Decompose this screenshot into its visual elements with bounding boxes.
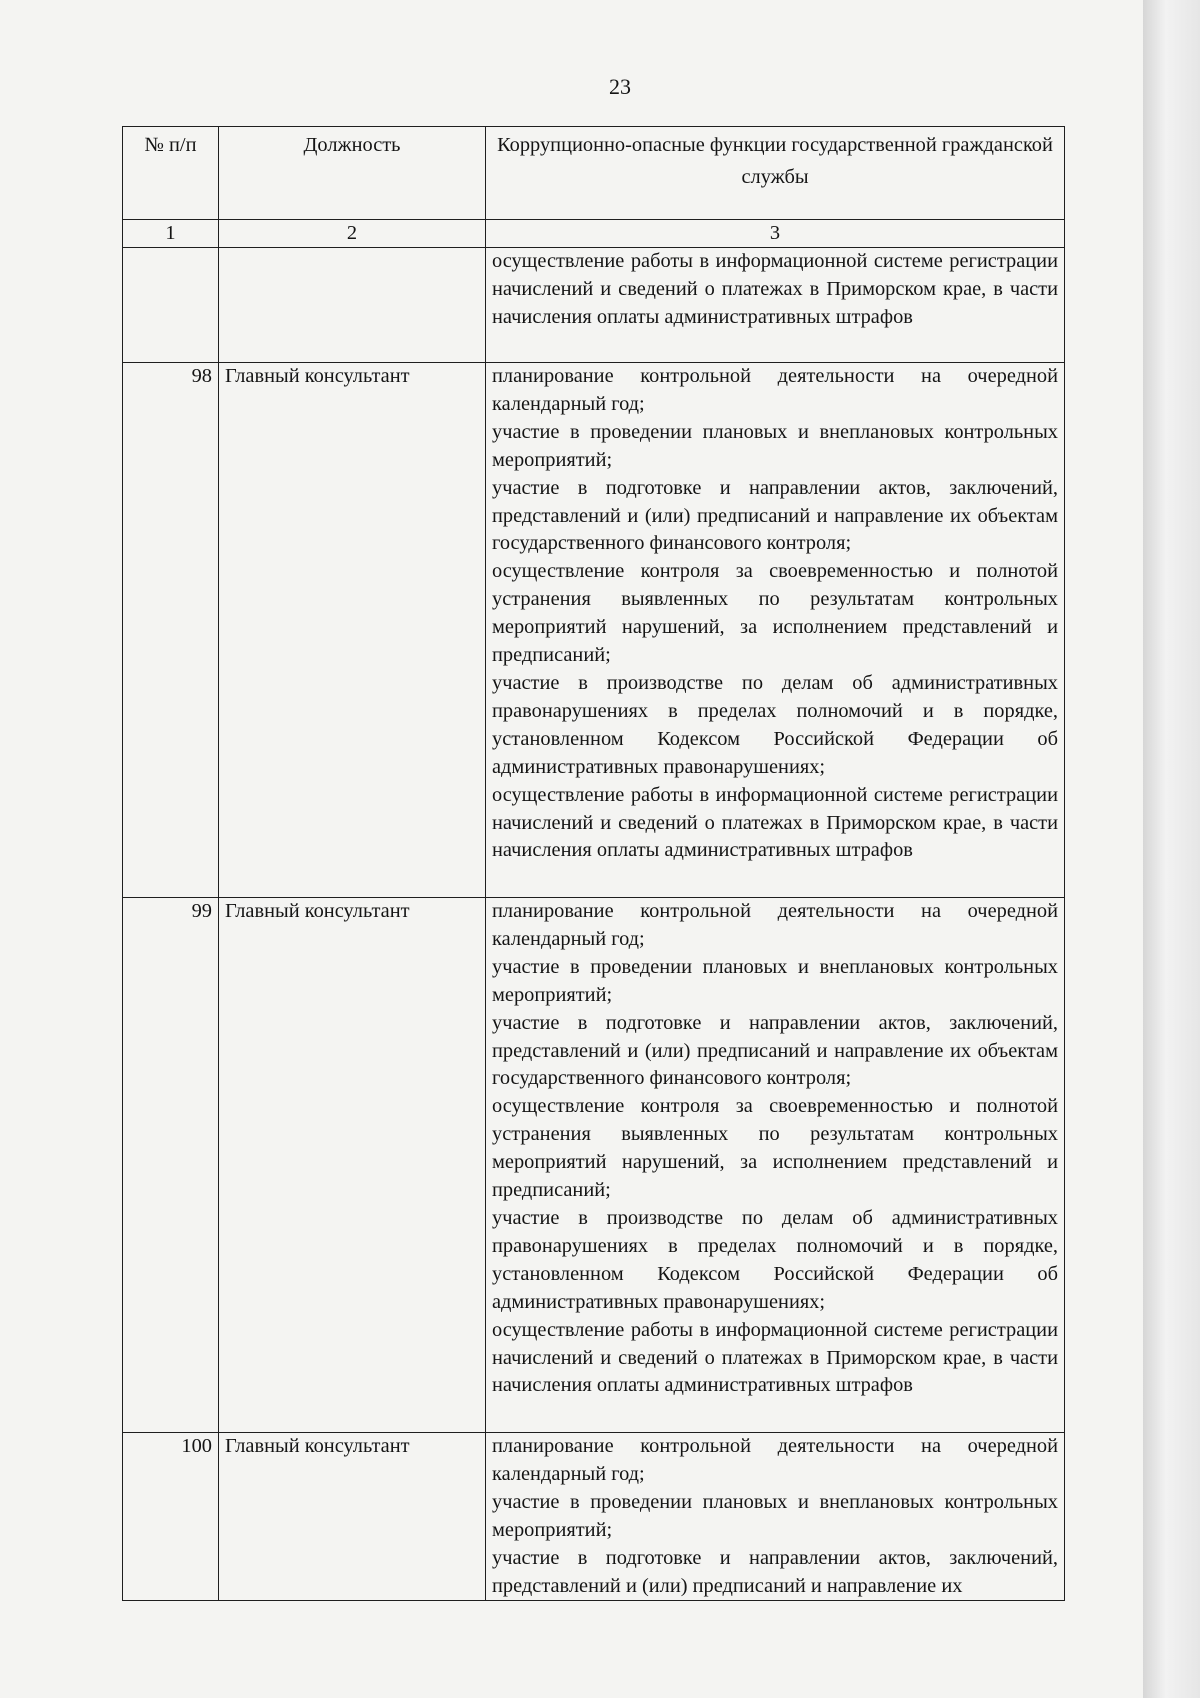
function-item: планирование контрольной деятельности на очередной календарный год; xyxy=(492,365,1058,415)
function-item: участие в проведении плановых и внеплановых контрольных мероприятий; xyxy=(492,1490,1058,1541)
row-functions xyxy=(486,898,1065,1433)
row-position: Главный консультант xyxy=(219,898,486,1433)
column-numbers-row xyxy=(123,220,1065,248)
column-number-3: 3 xyxy=(486,220,1065,248)
column-number-2: 2 xyxy=(219,220,486,248)
column-number-1: 1 xyxy=(123,220,219,248)
function-item: участие в производстве по делам об административных правонарушениях в пределах полномочий и в порядке, установленном Кодексом Российской Федерации об административных правонарушениях; xyxy=(492,671,1058,778)
row-functions xyxy=(486,248,1065,363)
table-row xyxy=(123,248,1065,363)
header-functions: Коррупционно-опасные функции государственной гражданской службы xyxy=(486,127,1065,220)
table-row xyxy=(123,1433,1065,1601)
row-number xyxy=(123,248,219,363)
corruption-functions-table xyxy=(122,126,1065,1601)
table-row xyxy=(123,898,1065,1433)
function-item: участие в производстве по делам об административных правонарушениях в пределах полномочий и в порядке, установленном Кодексом Российской Федерации об административных правонарушениях; xyxy=(492,1206,1058,1313)
page-number: 23 xyxy=(609,74,631,99)
function-item: участие в подготовке и направлении актов, заключений, представлений и (или) предписаний и направление их объектам государственного финансового контроля; xyxy=(492,1011,1058,1090)
header-number: № п/п xyxy=(123,127,219,220)
row-number: 99 xyxy=(123,898,219,1433)
table-row xyxy=(123,363,1065,898)
row-position xyxy=(219,248,486,363)
function-item: планирование контрольной деятельности на очередной календарный год; xyxy=(492,900,1058,950)
row-functions xyxy=(486,1433,1065,1601)
function-item: осуществление работы в информационной системе регистрации начислений и сведений о платежах в Приморском крае, в части начисления оплаты административных штрафов xyxy=(492,1318,1058,1397)
function-item: осуществление работы в информационной системе регистрации начислений и сведений о платежах в Приморском крае, в части начисления оплаты административных штрафов xyxy=(492,250,1058,328)
header-position: Должность xyxy=(219,127,486,220)
row-position: Главный консультант xyxy=(219,363,486,898)
row-functions xyxy=(486,363,1065,898)
table-header-row xyxy=(123,127,1065,220)
function-item: участие в проведении плановых и внеплановых контрольных мероприятий; xyxy=(492,420,1058,471)
function-item: осуществление контроля за своевременностью и полнотой устранения выявленных по результатам контрольных мероприятий нарушений, за исполнением представлений и предписаний; xyxy=(492,560,1058,667)
row-number: 98 xyxy=(123,363,219,898)
function-item: осуществление контроля за своевременностью и полнотой устранения выявленных по результатам контрольных мероприятий нарушений, за исполнением представлений и предписаний; xyxy=(492,1095,1058,1202)
page-edge xyxy=(1143,0,1200,1698)
row-position: Главный консультант xyxy=(219,1433,486,1601)
function-item: осуществление работы в информационной системе регистрации начислений и сведений о платежах в Приморском крае, в части начисления оплаты административных штрафов xyxy=(492,783,1058,862)
function-item: участие в подготовке и направлении актов, заключений, представлений и (или) предписаний и направление их объектам государственного финансового контроля; xyxy=(492,476,1058,555)
function-item: участие в подготовке и направлении актов, заключений, представлений и (или) предписаний и направление их xyxy=(492,1546,1058,1597)
function-item: участие в проведении плановых и внеплановых контрольных мероприятий; xyxy=(492,955,1058,1006)
function-item: планирование контрольной деятельности на очередной календарный год; xyxy=(492,1435,1058,1485)
row-number: 100 xyxy=(123,1433,219,1601)
